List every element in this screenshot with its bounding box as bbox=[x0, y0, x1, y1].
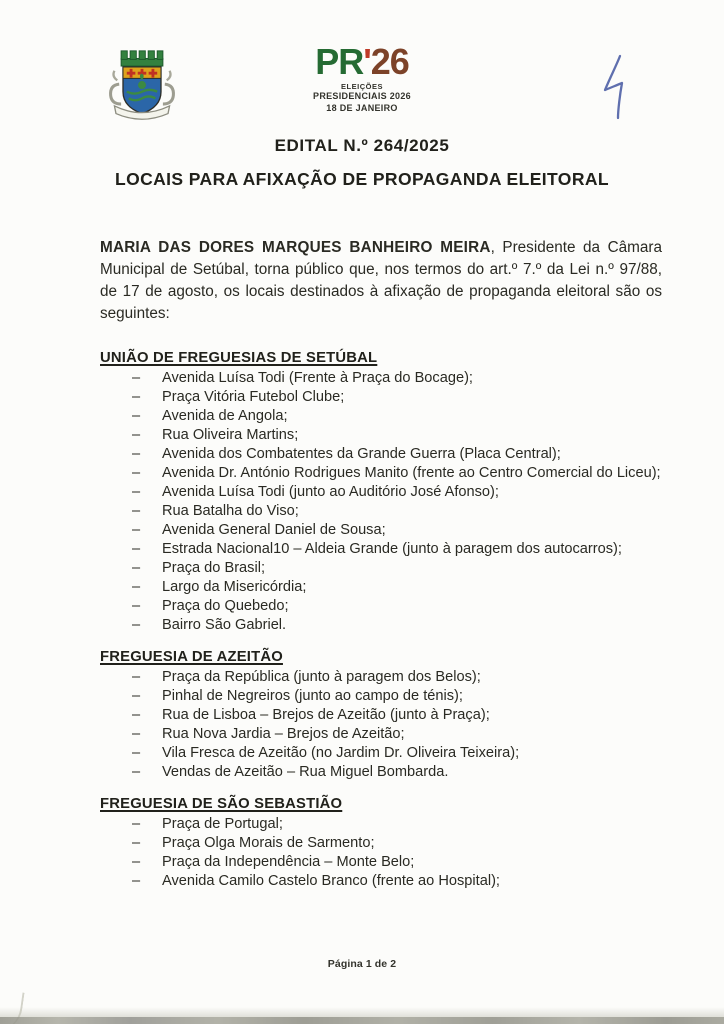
dash-marker: – bbox=[132, 427, 141, 443]
freguesia-section bbox=[100, 649, 662, 782]
list-item-text: Bairro São Gabriel. bbox=[162, 617, 287, 633]
list-item bbox=[100, 815, 662, 834]
dash-marker: – bbox=[132, 688, 141, 704]
list-item-text: Praça Vitória Futebol Clube; bbox=[162, 389, 345, 405]
sections bbox=[100, 350, 662, 891]
pr26-year: 26 bbox=[370, 41, 409, 82]
list-item bbox=[100, 853, 662, 872]
list-item bbox=[100, 388, 662, 407]
list-item-text: Avenida General Daniel de Sousa; bbox=[162, 522, 386, 538]
list-item-text: Estrada Nacional10 – Aldeia Grande (junto à paragem dos autocarros); bbox=[162, 541, 622, 557]
list-item-text: Praça do Brasil; bbox=[162, 560, 266, 576]
list-item-text: Avenida dos Combatentes da Grande Guerra (Placa Central); bbox=[162, 446, 561, 462]
list-item bbox=[100, 369, 662, 388]
list-item-text: Praça do Quebedo; bbox=[162, 598, 289, 614]
list-item bbox=[100, 687, 662, 706]
dash-marker: – bbox=[132, 854, 141, 870]
list-item bbox=[100, 445, 662, 464]
document-body bbox=[100, 237, 662, 891]
dash-marker: – bbox=[132, 816, 141, 832]
dash-marker: – bbox=[132, 560, 141, 576]
page-subtitle: LOCAIS PARA AFIXAÇÃO DE PROPAGANDA ELEITORAL bbox=[114, 169, 609, 189]
page-footer: Página 1 de 2 bbox=[327, 958, 397, 970]
list-item bbox=[100, 407, 662, 426]
list-item bbox=[100, 521, 662, 540]
list-item bbox=[100, 502, 662, 521]
dash-marker: – bbox=[132, 707, 141, 723]
list-item bbox=[100, 668, 662, 687]
scan-bottom-edge bbox=[0, 1017, 724, 1024]
list-item bbox=[100, 725, 662, 744]
dash-marker: – bbox=[132, 541, 141, 557]
list-item-text: Praça de Portugal; bbox=[162, 816, 283, 832]
list-item bbox=[100, 597, 662, 616]
pr26-line-eleicoes: ELEIÇÕES bbox=[341, 82, 383, 91]
section-heading: FREGUESIA DE AZEITÃO bbox=[100, 649, 283, 665]
dash-marker: – bbox=[132, 669, 141, 685]
list-item bbox=[100, 834, 662, 853]
list-item-text: Praça Olga Morais de Sarmento; bbox=[162, 835, 375, 851]
pr26-line-data: 18 DE JANEIRO bbox=[326, 102, 398, 113]
pr26-apostrophe: ' bbox=[363, 41, 371, 82]
dash-marker: – bbox=[132, 579, 141, 595]
list-item bbox=[100, 616, 662, 635]
dash-marker: – bbox=[132, 465, 141, 481]
dash-marker: – bbox=[132, 617, 141, 633]
list-item-text: Avenida Luísa Todi (Frente à Praça do Bocage); bbox=[162, 370, 473, 386]
list-item bbox=[100, 744, 662, 763]
list-item-text: Vila Fresca de Azeitão (no Jardim Dr. Oliveira Teixeira); bbox=[162, 745, 520, 761]
list-item bbox=[100, 872, 662, 891]
dash-marker: – bbox=[132, 764, 141, 780]
list-item-text: Praça da República (junto à paragem dos Belos); bbox=[162, 669, 481, 685]
list-item bbox=[100, 540, 662, 559]
list-item bbox=[100, 578, 662, 597]
dash-marker: – bbox=[132, 522, 141, 538]
list-item-text: Vendas de Azeitão – Rua Miguel Bombarda. bbox=[162, 764, 449, 780]
scan-bottom-shadow bbox=[0, 1007, 724, 1017]
president-name: MARIA DAS DORES MARQUES BANHEIRO MEIRA bbox=[100, 239, 491, 256]
handwritten-page-number bbox=[592, 52, 630, 127]
dash-marker: – bbox=[132, 446, 141, 462]
section-list bbox=[100, 815, 662, 891]
list-item-text: Praça da Independência – Monte Belo; bbox=[162, 854, 415, 870]
list-item bbox=[100, 706, 662, 725]
section-list bbox=[100, 668, 662, 782]
list-item-text: Avenida Camilo Castelo Branco (frente ao Hospital); bbox=[162, 873, 500, 889]
list-item-text: Rua Oliveira Martins; bbox=[162, 427, 299, 443]
dash-marker: – bbox=[132, 389, 141, 405]
dash-marker: – bbox=[132, 726, 141, 742]
list-item-text: Avenida Dr. António Rodrigues Manito (frente ao Centro Comercial do Liceu); bbox=[162, 465, 661, 481]
intro-text: , Presidente da Câmara Municipal de Setúbal, torna público que, nos termos do art.º 7.º da Lei n.º 97/88, de 17 de agosto, os locais destinados à afixação de propaganda eleitoral são os seguintes: bbox=[100, 239, 662, 322]
list-item bbox=[100, 559, 662, 578]
dash-marker: – bbox=[132, 484, 141, 500]
list-item bbox=[100, 426, 662, 445]
list-item-text: Avenida Luísa Todi (junto ao Auditório José Afonso); bbox=[162, 484, 499, 500]
freguesia-section bbox=[100, 796, 662, 891]
pr26-line-presidenciais: PRESIDENCIAIS 2026 bbox=[313, 91, 411, 102]
list-item-text: Largo da Misericórdia; bbox=[162, 579, 307, 595]
dash-marker: – bbox=[132, 503, 141, 519]
pr26-pr: PR bbox=[315, 41, 364, 82]
list-item-text: Rua Batalha do Viso; bbox=[162, 503, 299, 519]
dash-marker: – bbox=[132, 745, 141, 761]
intro-paragraph bbox=[100, 237, 662, 325]
list-item bbox=[100, 763, 662, 782]
section-list bbox=[100, 369, 662, 635]
section-heading: FREGUESIA DE SÃO SEBASTIÃO bbox=[100, 796, 343, 812]
dash-marker: – bbox=[132, 835, 141, 851]
page-title: EDITAL N.º 264/2025 bbox=[274, 136, 450, 155]
list-item-text: Pinhal de Negreiros (junto ao campo de ténis); bbox=[162, 688, 463, 704]
dash-marker: – bbox=[132, 370, 141, 386]
section-heading: UNIÃO DE FREGUESIAS DE SETÚBAL bbox=[100, 350, 378, 366]
dash-marker: – bbox=[132, 598, 141, 614]
list-item-text: Avenida de Angola; bbox=[162, 408, 288, 424]
list-item bbox=[100, 483, 662, 502]
dash-marker: – bbox=[132, 408, 141, 424]
list-item-text: Rua Nova Jardia – Brejos de Azeitão; bbox=[162, 726, 405, 742]
list-item bbox=[100, 464, 662, 483]
dash-marker: – bbox=[132, 873, 141, 889]
list-item-text: Rua de Lisboa – Brejos de Azeitão (junto à Praça); bbox=[162, 707, 490, 723]
freguesia-section bbox=[100, 350, 662, 635]
